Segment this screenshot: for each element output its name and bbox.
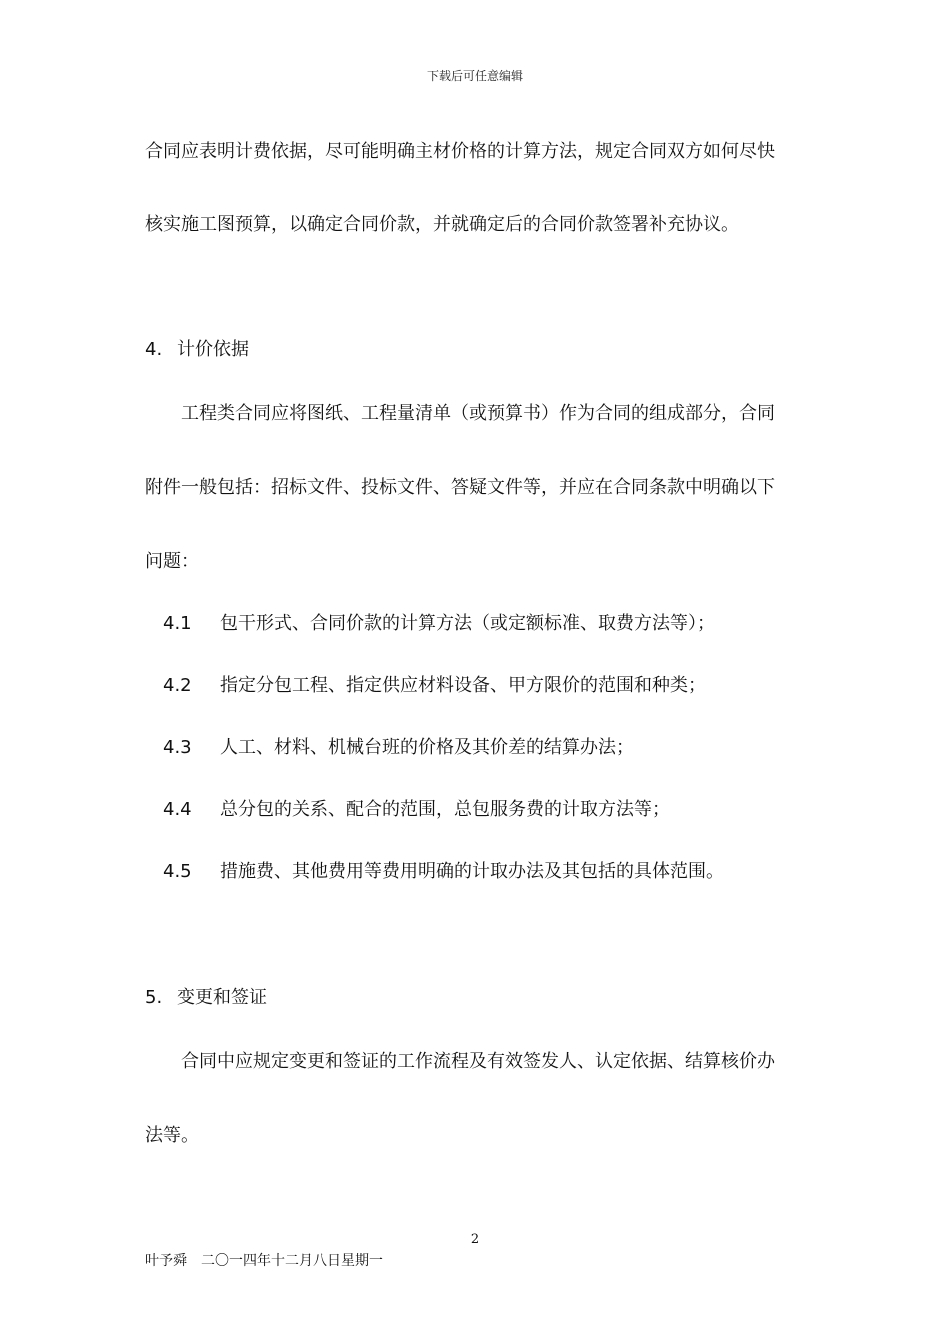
paragraph-line: 问题： xyxy=(145,551,199,572)
list-item-text: 措施费、其他费用等费用明确的计取办法及其包括的具体范围。 xyxy=(220,861,724,882)
list-item-number: 4.1 xyxy=(163,613,192,634)
section-heading-4 xyxy=(145,338,825,362)
paragraph-line: 合同应表明计费依据，尽可能明确主材价格的计算方法，规定合同双方如何尽快 xyxy=(145,141,775,162)
list-item-number: 4.3 xyxy=(163,737,192,758)
footer-author: 叶予舜 xyxy=(145,1253,187,1269)
section-title: 变更和签证 xyxy=(177,987,267,1008)
footer-date: 二〇一四年十二月八日星期一 xyxy=(201,1253,383,1269)
list-item-text: 人工、材料、机械台班的价格及其价差的结算办法； xyxy=(220,737,634,758)
list-item-text: 包干形式、合同价款的计算方法（或定额标准、取费方法等）； xyxy=(220,613,715,634)
header-note: 下载后可任意编辑 xyxy=(426,69,523,83)
list-item-text: 指定分包工程、指定供应材料设备、甲方限价的范围和种类； xyxy=(220,675,706,696)
paragraph-line: 核实施工图预算，以确定合同价款，并就确定后的合同价款签署补充协议。 xyxy=(145,214,739,235)
list-item-number: 4.2 xyxy=(163,675,192,696)
section-heading-5 xyxy=(145,986,825,1010)
list-item-number: 4.5 xyxy=(163,861,192,882)
section-title: 计价依据 xyxy=(177,339,249,360)
section-number: 4. xyxy=(145,339,163,360)
paragraph-line: 附件一般包括：招标文件、投标文件、答疑文件等，并应在合同条款中明确以下 xyxy=(145,477,775,498)
paragraph-line: 法等。 xyxy=(145,1125,199,1146)
paragraph-line: 工程类合同应将图纸、工程量清单（或预算书）作为合同的组成部分，合同 xyxy=(181,403,775,424)
footer xyxy=(145,1250,383,1270)
section-number: 5. xyxy=(145,987,163,1008)
page-number: 2 xyxy=(470,1232,480,1247)
list-item-number: 4.4 xyxy=(163,799,192,820)
list-item-text: 总分包的关系、配合的范围，总包服务费的计取方法等； xyxy=(220,799,670,820)
paragraph-line: 合同中应规定变更和签证的工作流程及有效签发人、认定依据、结算核价办 xyxy=(181,1051,775,1072)
